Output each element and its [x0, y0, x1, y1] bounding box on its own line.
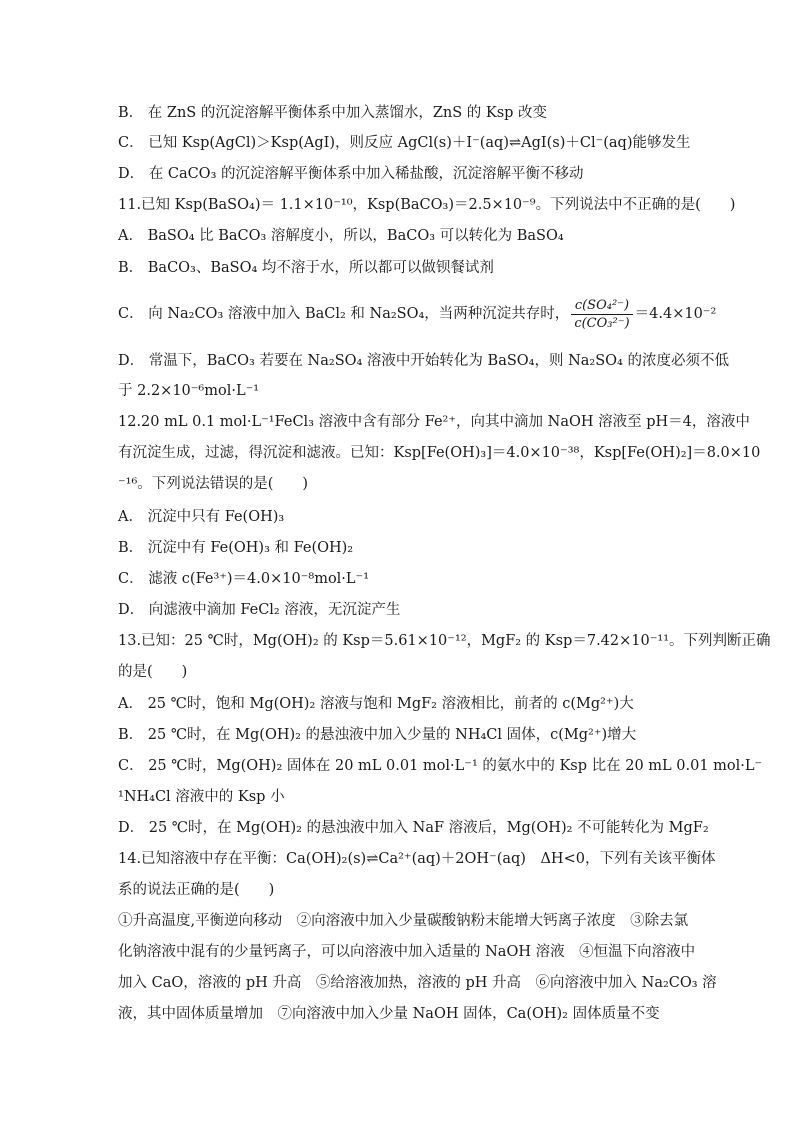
question-11-option-d-line1: D． 常温下，BaCO₃ 若要在 Na₂SO₄ 溶液中开始转化为 BaSO₄，则 Na₂SO₄ 的浓度必须不低 [118, 353, 729, 369]
question-12-option-a: A． 沉淀中只有 Fe(OH)₃ [118, 509, 285, 525]
concentration-ratio-fraction [571, 297, 632, 332]
question-13-stem-line1: 13.已知：25 ℃时，Mg(OH)₂ 的 Ksp＝5.61×10⁻¹²，MgF₂ 的 Ksp＝7.42×10⁻¹¹。下列判断正确 [118, 633, 771, 649]
question-12-option-c: C． 滤液 c(Fe³⁺)＝4.0×10⁻⁸mol·L⁻¹ [118, 571, 370, 587]
question-13-option-d: D． 25 ℃时，在 Mg(OH)₂ 的悬浊液中加入 NaF 溶液后，Mg(OH)₂ 不可能转化为 MgF₂ [118, 820, 709, 836]
question-11-option-d-line2: 于 2.2×10⁻⁶mol·L⁻¹ [118, 383, 260, 399]
question-12-option-d: D． 向滤液中滴加 FeCl₂ 溶液，无沉淀产生 [118, 602, 401, 618]
question-11-stem: 11.已知 Ksp(BaSO₄)＝ 1.1×10⁻¹⁰，Ksp(BaCO₃)＝2.5×10⁻⁹。下列说法中不正确的是( ) [118, 197, 736, 213]
question-11-option-a: A． BaSO₄ 比 BaCO₃ 溶解度小，所以，BaCO₃ 可以转化为 BaSO₄ [118, 228, 564, 244]
fraction-denominator: c(CO₃²⁻) [574, 315, 630, 331]
question-14-statements-line4: 液，其中固体质量增加 ⑦向溶液中加入少量 NaOH 固体，Ca(OH)₂ 固体质量不变 [118, 1006, 660, 1022]
question-13-option-b: B． 25 ℃时，在 Mg(OH)₂ 的悬浊液中加入少量的 NH₄Cl 固体，c(Mg²⁺)增大 [118, 727, 637, 743]
question-13-option-a: A． 25 ℃时，饱和 Mg(OH)₂ 溶液与饱和 MgF₂ 溶液相比，前者的 c(Mg²⁺)大 [118, 696, 634, 712]
question-12-stem-line1: 12.20 mL 0.1 mol·L⁻¹FeCl₃ 溶液中含有部分 Fe²⁺，向其中滴加 NaOH 溶液至 pH＝4，溶液中 [118, 414, 750, 430]
question-14-statements-line1: ①升高温度,平衡逆向移动 ②向溶液中加入少量碳酸钠粉末能增大钙离子浓度 ③除去氯 [118, 913, 689, 929]
question-13-stem-line2: 的是( ) [118, 664, 188, 680]
question-12-stem-line3: ⁻¹⁶。下列说法错误的是( ) [118, 476, 309, 492]
fraction-numerator: c(SO₄²⁻) [571, 297, 632, 315]
question-11-option-c [118, 296, 716, 332]
question-12-option-b: B． 沉淀中有 Fe(OH)₃ 和 Fe(OH)₂ [118, 540, 354, 556]
ratio-value: ＝4.4×10⁻² [634, 306, 717, 322]
question-14-statements-line2: 化钠溶液中混有的少量钙离子，可以向溶液中加入适量的 NaOH 溶液 ④恒温下向溶液中 [118, 944, 696, 960]
option-c-text: C． 向 Na₂CO₃ 溶液中加入 BaCl₂ 和 Na₂SO₄，当两种沉淀共存时， [118, 306, 570, 322]
option-d-caco3: D． 在 CaCO₃ 的沉淀溶解平衡体系中加入稀盐酸，沉淀溶解平衡不移动 [118, 166, 584, 182]
question-12-stem-line2: 有沉淀生成，过滤，得沉淀和滤液。已知：Ksp[Fe(OH)₃]＝4.0×10⁻³⁸，Ksp[Fe(OH)₂]＝8.0×10 [118, 445, 761, 461]
question-14-stem-line1: 14.已知溶液中存在平衡：Ca(OH)₂(s)⇌Ca²⁺(aq)＋2OH⁻(aq) ΔH<0，下列有关该平衡体 [118, 851, 716, 867]
option-c-agcl: C． 已知 Ksp(AgCl)＞Ksp(AgI)，则反应 AgCl(s)＋I⁻(aq)⇌AgI(s)＋Cl⁻(aq)能够发生 [118, 135, 691, 151]
question-11-option-b: B． BaCO₃、BaSO₄ 均不溶于水，所以都可以做钡餐试剂 [118, 260, 494, 276]
question-13-option-c-line2: ¹NH₄Cl 溶液中的 Ksp 小 [118, 789, 285, 805]
question-14-statements-line3: 加入 CaO，溶液的 pH 升高 ⑤给溶液加热，溶液的 pH 升高 ⑥向溶液中加入 Na₂CO₃ 溶 [118, 975, 717, 991]
question-14-stem-line2: 系的说法正确的是( ) [118, 882, 275, 898]
question-13-option-c-line1: C． 25 ℃时，Mg(OH)₂ 固体在 20 mL 0.01 mol·L⁻¹ 的氨水中的 Ksp 比在 20 mL 0.01 mol·L⁻ [118, 758, 763, 774]
option-b-zns: B． 在 ZnS 的沉淀溶解平衡体系中加入蒸馏水，ZnS 的 Ksp 改变 [118, 105, 548, 121]
